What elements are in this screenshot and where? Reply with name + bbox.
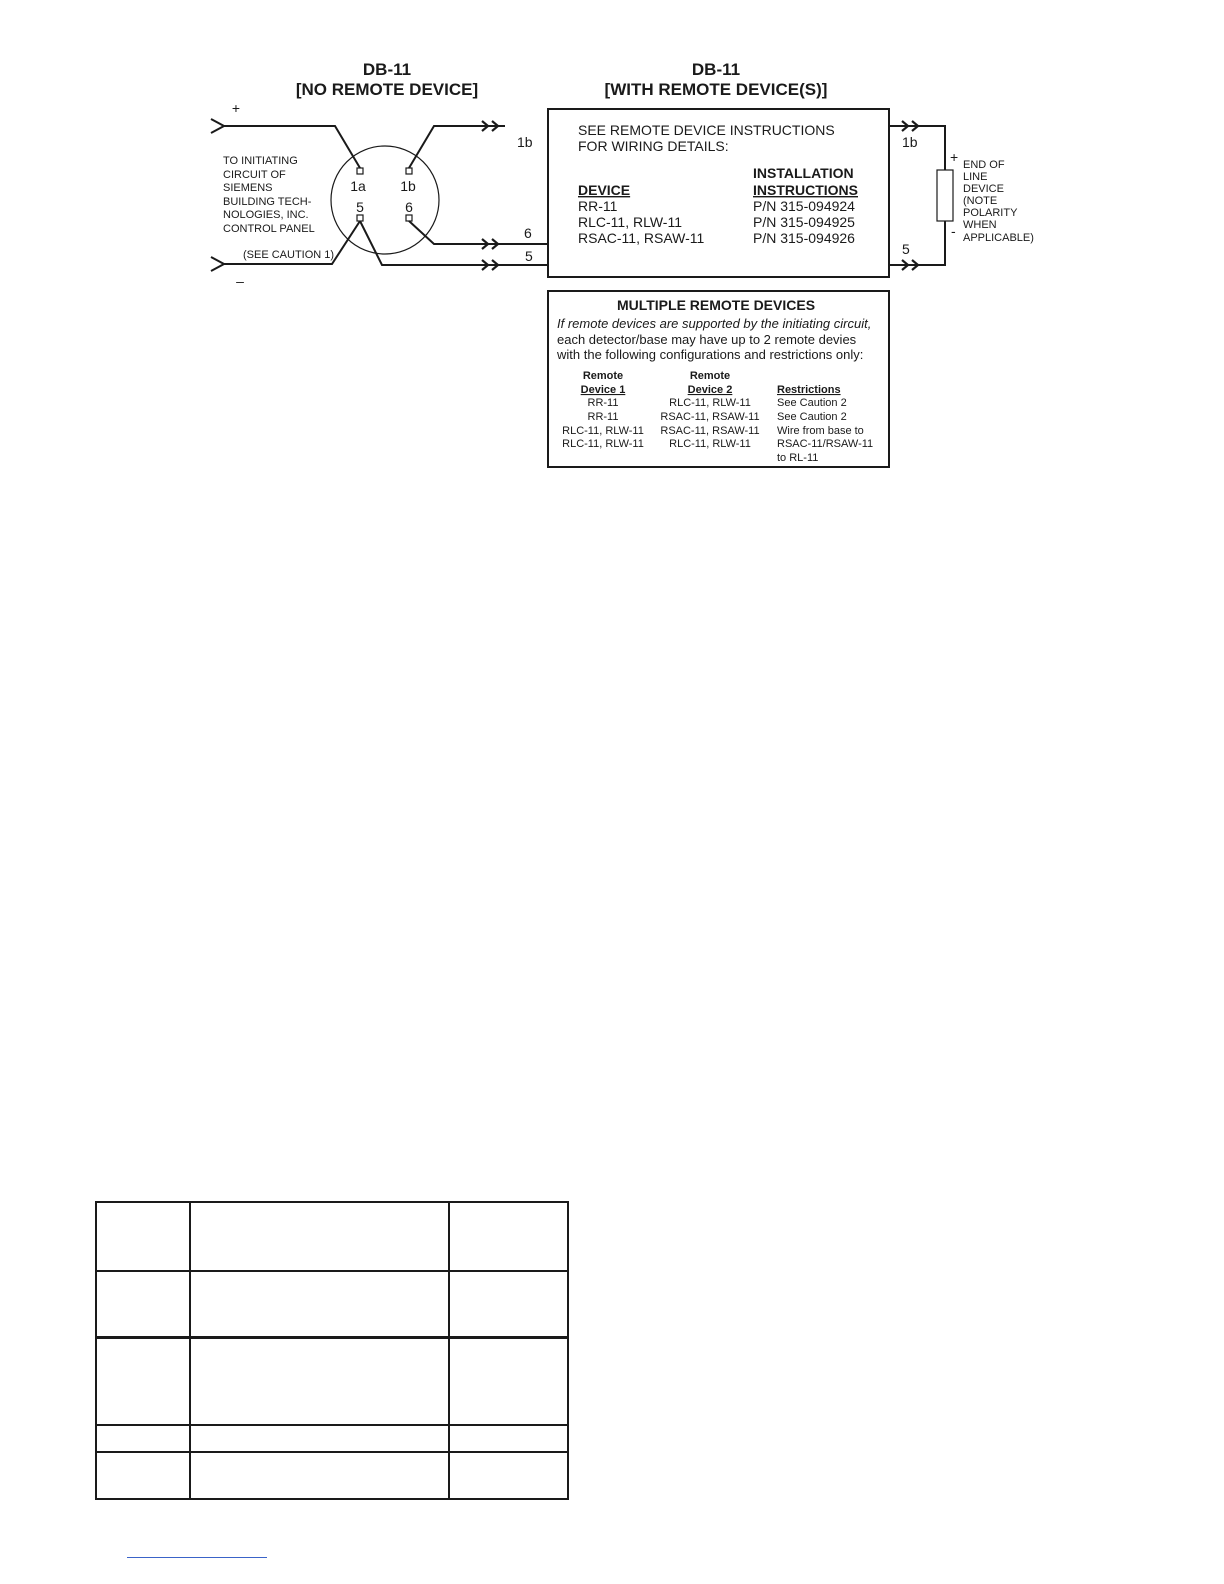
- multiple-box-line3: with the following configurations and restrictions only:: [557, 347, 864, 362]
- wire-label-1b-in: 1b: [517, 134, 533, 150]
- right-title-line1: DB-11: [691, 60, 741, 79]
- mrd-row-r: See Caution 2: [777, 411, 847, 423]
- terminal-5-square: [357, 215, 363, 221]
- terminal-5-label: 5: [356, 199, 364, 215]
- eol-label-line: END OF: [963, 159, 1005, 171]
- left-title-line1: DB-11: [362, 60, 412, 79]
- table-row: [96, 1452, 568, 1499]
- device-row-device: RLC-11, RLW-11: [578, 214, 682, 230]
- table-cell: [96, 1338, 190, 1426]
- left-plus-sign: +: [231, 100, 241, 116]
- eol-label-line: DEVICE: [963, 183, 1004, 195]
- wire-label-1b-out: 1b: [902, 134, 918, 150]
- empty-table: [95, 1201, 569, 1500]
- wire-6-out: [409, 221, 500, 244]
- left-title-line2: [NO REMOTE DEVICE]: [295, 80, 479, 99]
- table-cell: [449, 1338, 568, 1426]
- mrd-row-r: RSAC-11/RSAW-11: [777, 438, 874, 450]
- table-cell: [96, 1425, 190, 1452]
- table-cell: [190, 1425, 449, 1452]
- wire-label-5-out: 5: [902, 241, 910, 257]
- eol-label-line: POLARITY: [963, 207, 1018, 219]
- eol-label-line: WHEN: [963, 219, 997, 231]
- device-row-device: RR-11: [578, 198, 618, 214]
- footer-link-underline[interactable]: [127, 1557, 267, 1558]
- instructions-line1: SEE REMOTE DEVICE INSTRUCTIONS: [578, 122, 835, 138]
- eol-label-line: (NOTE: [963, 195, 998, 207]
- device-row-pn: P/N 315-094924: [753, 198, 855, 214]
- col2-header-line2: Device 2: [687, 384, 733, 396]
- col2-header-line1: Remote: [689, 370, 731, 382]
- wire-label-5-in: 5: [525, 248, 533, 264]
- table-cell: [96, 1452, 190, 1499]
- table-row: [96, 1338, 568, 1426]
- terminal-6-label: 6: [405, 199, 413, 215]
- device-row-pn: P/N 315-094926: [753, 230, 855, 246]
- detector-base-circle: [331, 146, 439, 254]
- table-cell: [96, 1202, 190, 1271]
- panel-label-line: NOLOGIES, INC.: [223, 209, 309, 221]
- mrd-row-d1: RR-11: [587, 397, 619, 409]
- mrd-row-r: Wire from base to: [777, 425, 864, 437]
- table-cell: [449, 1425, 568, 1452]
- terminal-1a-square: [357, 168, 363, 174]
- caution-1-note: (SEE CAUTION 1): [243, 249, 335, 261]
- terminal-1a-label: 1a: [350, 178, 366, 194]
- device-header: DEVICE: [578, 182, 631, 198]
- table-row: [96, 1271, 568, 1338]
- panel-label-line: BUILDING TECH-: [223, 196, 312, 208]
- multiple-box-title: MULTIPLE REMOTE DEVICES: [616, 297, 816, 313]
- mrd-row-d1: RLC-11, RLW-11: [562, 425, 644, 437]
- table-cell: [190, 1202, 449, 1271]
- eol-label-line: LINE: [963, 171, 988, 183]
- panel-label-line: CIRCUIT OF: [223, 169, 286, 181]
- wiring-diagram: [0, 0, 1224, 480]
- terminal-6-square: [406, 215, 412, 221]
- mrd-row-d1: RLC-11, RLW-11: [562, 438, 644, 450]
- end-of-line-resistor: [937, 170, 953, 221]
- eol-loop-top: [920, 126, 945, 170]
- table-row: [96, 1202, 568, 1271]
- eol-loop-bottom: [920, 221, 945, 265]
- left-minus-sign: –: [236, 273, 244, 289]
- table-cell: [96, 1271, 190, 1338]
- table-cell: [449, 1202, 568, 1271]
- table-cell: [190, 1338, 449, 1426]
- panel-label: [223, 155, 315, 235]
- table-cell: [449, 1452, 568, 1499]
- eol-label: [963, 159, 1034, 244]
- terminal-1b-square: [406, 168, 412, 174]
- terminal-1b-label: 1b: [400, 178, 416, 194]
- eol-plus-sign: +: [950, 149, 959, 165]
- table-cell: [190, 1271, 449, 1338]
- panel-label-line: SIEMENS: [223, 182, 273, 194]
- mrd-row-r: See Caution 2: [777, 397, 847, 409]
- table-cell: [190, 1452, 449, 1499]
- mrd-row-d2: RLC-11, RLW-11: [669, 397, 751, 409]
- mrd-row-d1: RR-11: [587, 411, 619, 423]
- table-cell: [449, 1271, 568, 1338]
- right-title-line2: [WITH REMOTE DEVICE(S)]: [604, 80, 828, 99]
- install-header-line2: INSTRUCTIONS: [753, 182, 858, 198]
- mrd-extra-line: to RL-11: [777, 452, 819, 464]
- panel-label-line: CONTROL PANEL: [223, 223, 315, 235]
- eol-minus-sign: -: [951, 223, 956, 239]
- col1-header-line2: Device 1: [580, 384, 626, 396]
- install-header-line1: INSTALLATION: [753, 165, 854, 181]
- device-row-pn: P/N 315-094925: [753, 214, 855, 230]
- wire-label-6-in: 6: [524, 225, 532, 241]
- panel-label-line: TO INITIATING: [223, 155, 298, 167]
- eol-label-line: APPLICABLE): [963, 232, 1034, 244]
- col1-header-line1: Remote: [582, 370, 624, 382]
- col3-header: Restrictions: [777, 384, 841, 396]
- device-row-device: RSAC-11, RSAW-11: [578, 230, 705, 246]
- multiple-box-line2: each detector/base may have up to 2 remote devies: [557, 332, 857, 347]
- multiple-box-italic-line: If remote devices are supported by the initiating circuit,: [557, 316, 872, 331]
- mrd-row-d2: RSAC-11, RSAW-11: [660, 411, 760, 423]
- table-row: [96, 1425, 568, 1452]
- mrd-row-d2: RLC-11, RLW-11: [669, 438, 751, 450]
- instructions-line2: FOR WIRING DETAILS:: [578, 138, 729, 154]
- mrd-row-d2: RSAC-11, RSAW-11: [660, 425, 760, 437]
